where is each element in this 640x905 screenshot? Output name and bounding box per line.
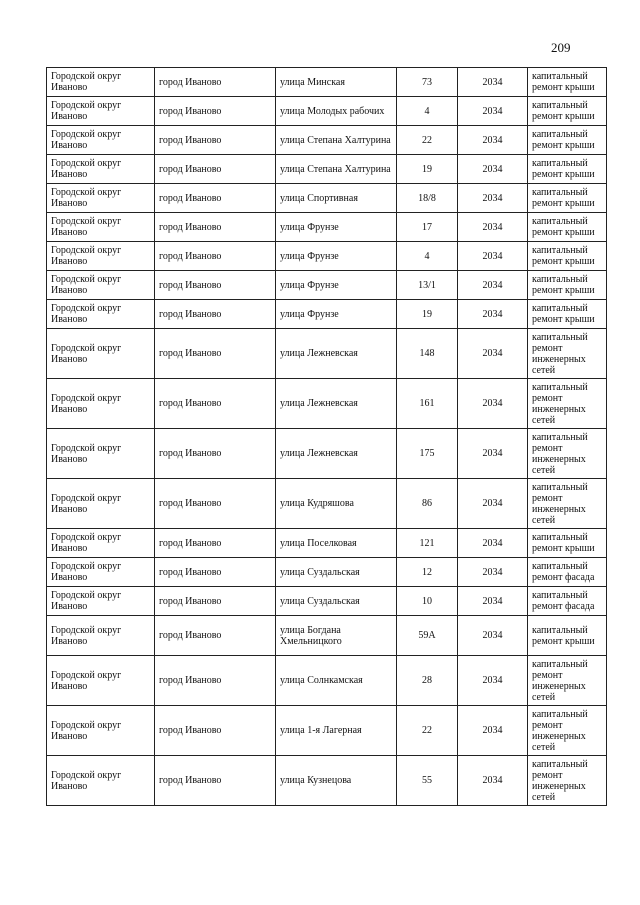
work-type-cell: капитальный ремонт крыши	[528, 529, 607, 558]
work-type-cell: капитальный ремонт инженерных сетей	[528, 429, 607, 479]
street-cell: улица Фрунзе	[276, 213, 397, 242]
street-cell: улица Минская	[276, 68, 397, 97]
city-cell: город Иваново	[155, 706, 276, 756]
city-cell: город Иваново	[155, 616, 276, 656]
district-cell: Городской округ Иваново	[47, 429, 155, 479]
year-cell: 2034	[458, 706, 528, 756]
year-cell: 2034	[458, 479, 528, 529]
table-row	[47, 213, 607, 242]
table-row	[47, 329, 607, 379]
house-number-cell: 73	[397, 68, 458, 97]
street-cell: улица Кузнецова	[276, 756, 397, 806]
year-cell: 2034	[458, 329, 528, 379]
work-type-cell: капитальный ремонт инженерных сетей	[528, 656, 607, 706]
year-cell: 2034	[458, 558, 528, 587]
city-cell: город Иваново	[155, 479, 276, 529]
work-type-cell: капитальный ремонт крыши	[528, 242, 607, 271]
city-cell: город Иваново	[155, 529, 276, 558]
work-type-cell: капитальный ремонт инженерных сетей	[528, 379, 607, 429]
year-cell: 2034	[458, 271, 528, 300]
table-body	[47, 68, 607, 806]
work-type-cell: капитальный ремонт инженерных сетей	[528, 706, 607, 756]
work-type-cell: капитальный ремонт инженерных сетей	[528, 329, 607, 379]
year-cell: 2034	[458, 126, 528, 155]
street-cell: улица 1-я Лагерная	[276, 706, 397, 756]
house-number-cell: 19	[397, 155, 458, 184]
house-number-cell: 4	[397, 97, 458, 126]
house-number-cell: 148	[397, 329, 458, 379]
district-cell: Городской округ Иваново	[47, 616, 155, 656]
work-type-cell: капитальный ремонт инженерных сетей	[528, 479, 607, 529]
city-cell: город Иваново	[155, 587, 276, 616]
house-number-cell: 17	[397, 213, 458, 242]
table-row	[47, 379, 607, 429]
work-type-cell: капитальный ремонт крыши	[528, 616, 607, 656]
page-number: 209	[551, 40, 571, 55]
table-row	[47, 587, 607, 616]
district-cell: Городской округ Иваново	[47, 68, 155, 97]
street-cell: улица Степана Халтурина	[276, 155, 397, 184]
city-cell: город Иваново	[155, 126, 276, 155]
work-type-cell: капитальный ремонт крыши	[528, 97, 607, 126]
street-cell: улица Фрунзе	[276, 300, 397, 329]
table-row	[47, 242, 607, 271]
district-cell: Городской округ Иваново	[47, 756, 155, 806]
house-number-cell: 22	[397, 706, 458, 756]
year-cell: 2034	[458, 68, 528, 97]
street-cell: улица Лежневская	[276, 329, 397, 379]
district-cell: Городской округ Иваново	[47, 587, 155, 616]
work-type-cell: капитальный ремонт крыши	[528, 68, 607, 97]
table-row	[47, 558, 607, 587]
street-cell: улица Степана Халтурина	[276, 126, 397, 155]
table-row	[47, 300, 607, 329]
city-cell: город Иваново	[155, 242, 276, 271]
work-type-cell: капитальный ремонт крыши	[528, 184, 607, 213]
year-cell: 2034	[458, 529, 528, 558]
table-row	[47, 184, 607, 213]
table-row	[47, 529, 607, 558]
city-cell: город Иваново	[155, 756, 276, 806]
year-cell: 2034	[458, 587, 528, 616]
street-cell: улица Суздальская	[276, 558, 397, 587]
year-cell: 2034	[458, 184, 528, 213]
district-cell: Городской округ Иваново	[47, 97, 155, 126]
house-number-cell: 121	[397, 529, 458, 558]
table-row	[47, 756, 607, 806]
city-cell: город Иваново	[155, 329, 276, 379]
city-cell: город Иваново	[155, 184, 276, 213]
street-cell: улица Кудряшова	[276, 479, 397, 529]
district-cell: Городской округ Иваново	[47, 706, 155, 756]
district-cell: Городской округ Иваново	[47, 155, 155, 184]
street-cell: улица Лежневская	[276, 379, 397, 429]
table-row	[47, 126, 607, 155]
street-cell: улица Фрунзе	[276, 242, 397, 271]
city-cell: город Иваново	[155, 213, 276, 242]
city-cell: город Иваново	[155, 97, 276, 126]
district-cell: Городской округ Иваново	[47, 126, 155, 155]
street-cell: улица Фрунзе	[276, 271, 397, 300]
house-number-cell: 10	[397, 587, 458, 616]
city-cell: город Иваново	[155, 155, 276, 184]
house-number-cell: 175	[397, 429, 458, 479]
house-number-cell: 4	[397, 242, 458, 271]
year-cell: 2034	[458, 97, 528, 126]
house-number-cell: 19	[397, 300, 458, 329]
work-type-cell: капитальный ремонт крыши	[528, 300, 607, 329]
street-cell: улица Молодых рабочих	[276, 97, 397, 126]
district-cell: Городской округ Иваново	[47, 213, 155, 242]
district-cell: Городской округ Иваново	[47, 656, 155, 706]
house-number-cell: 86	[397, 479, 458, 529]
table-row	[47, 155, 607, 184]
street-cell: улица Поселковая	[276, 529, 397, 558]
table-row	[47, 68, 607, 97]
city-cell: город Иваново	[155, 379, 276, 429]
city-cell: город Иваново	[155, 300, 276, 329]
street-cell: улица Солнкамская	[276, 656, 397, 706]
district-cell: Городской округ Иваново	[47, 379, 155, 429]
district-cell: Городской округ Иваново	[47, 529, 155, 558]
house-number-cell: 59А	[397, 616, 458, 656]
year-cell: 2034	[458, 656, 528, 706]
district-cell: Городской округ Иваново	[47, 271, 155, 300]
work-type-cell: капитальный ремонт крыши	[528, 271, 607, 300]
house-number-cell: 28	[397, 656, 458, 706]
work-type-cell: капитальный ремонт крыши	[528, 155, 607, 184]
street-cell: улица Лежневская	[276, 429, 397, 479]
city-cell: город Иваново	[155, 68, 276, 97]
year-cell: 2034	[458, 155, 528, 184]
year-cell: 2034	[458, 242, 528, 271]
district-cell: Городской округ Иваново	[47, 558, 155, 587]
work-type-cell: капитальный ремонт крыши	[528, 213, 607, 242]
street-cell: улица Спортивная	[276, 184, 397, 213]
district-cell: Городской округ Иваново	[47, 329, 155, 379]
city-cell: город Иваново	[155, 656, 276, 706]
year-cell: 2034	[458, 756, 528, 806]
street-cell: улица Суздальская	[276, 587, 397, 616]
district-cell: Городской округ Иваново	[47, 184, 155, 213]
district-cell: Городской округ Иваново	[47, 300, 155, 329]
work-type-cell: капитальный ремонт крыши	[528, 126, 607, 155]
table-row	[47, 429, 607, 479]
district-cell: Городской округ Иваново	[47, 242, 155, 271]
table-row	[47, 616, 607, 656]
work-type-cell: капитальный ремонт фасада	[528, 558, 607, 587]
house-number-cell: 13/1	[397, 271, 458, 300]
repair-schedule-table	[46, 67, 607, 806]
year-cell: 2034	[458, 213, 528, 242]
table-row	[47, 706, 607, 756]
year-cell: 2034	[458, 429, 528, 479]
year-cell: 2034	[458, 300, 528, 329]
district-cell: Городской округ Иваново	[47, 479, 155, 529]
table-row	[47, 479, 607, 529]
city-cell: город Иваново	[155, 429, 276, 479]
table-row	[47, 656, 607, 706]
house-number-cell: 12	[397, 558, 458, 587]
work-type-cell: капитальный ремонт инженерных сетей	[528, 756, 607, 806]
table-row	[47, 271, 607, 300]
work-type-cell: капитальный ремонт фасада	[528, 587, 607, 616]
year-cell: 2034	[458, 616, 528, 656]
house-number-cell: 55	[397, 756, 458, 806]
house-number-cell: 22	[397, 126, 458, 155]
year-cell: 2034	[458, 379, 528, 429]
house-number-cell: 161	[397, 379, 458, 429]
street-cell: улица Богдана Хмельницкого	[276, 616, 397, 656]
city-cell: город Иваново	[155, 558, 276, 587]
table-row	[47, 97, 607, 126]
city-cell: город Иваново	[155, 271, 276, 300]
house-number-cell: 18/8	[397, 184, 458, 213]
